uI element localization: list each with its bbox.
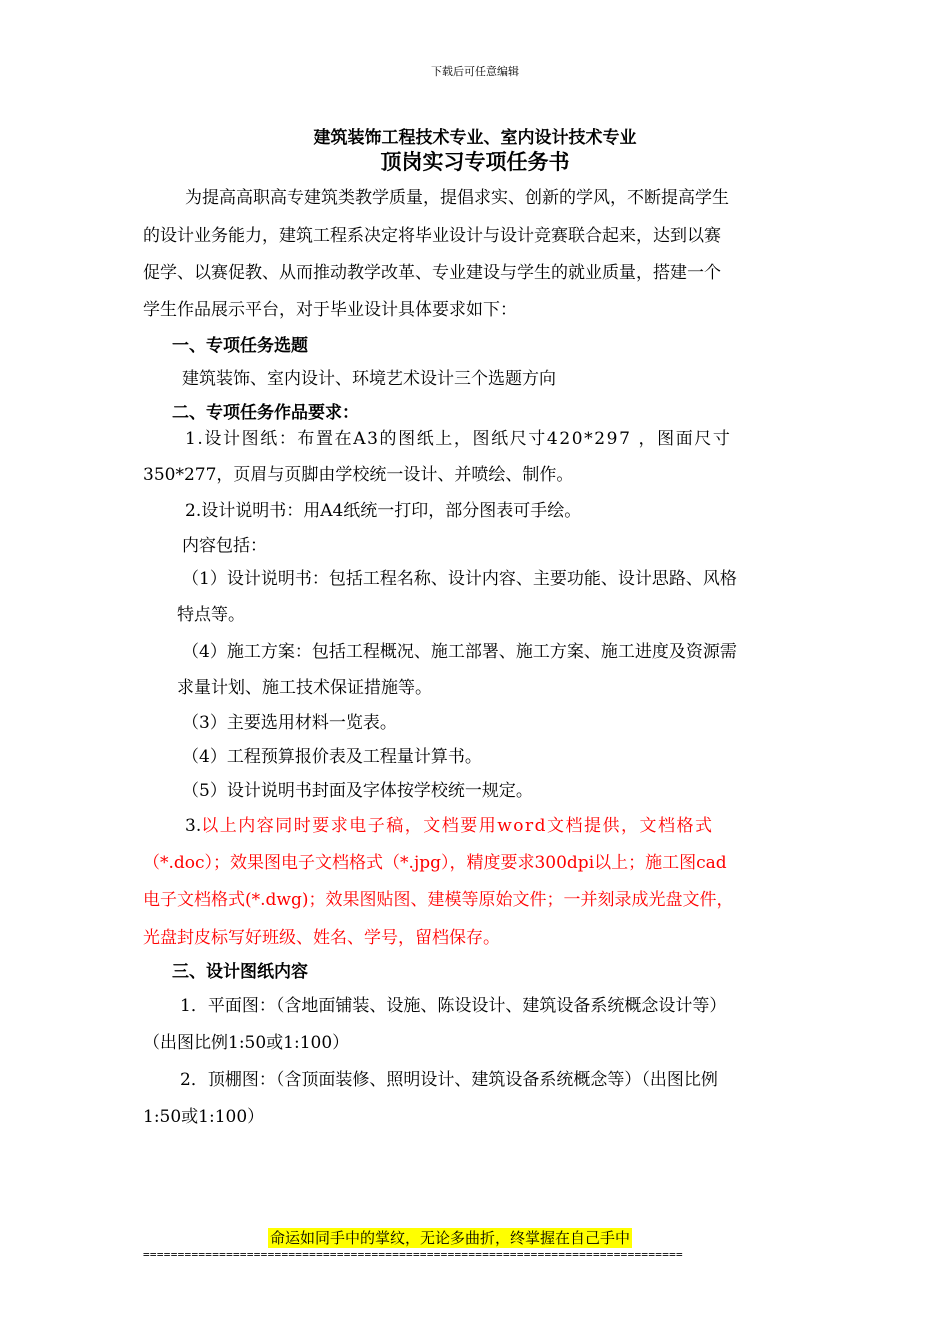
sub-item-1-line1: （1）设计说明书：包括工程名称、设计内容、主要功能、设计思路、风格 (182, 569, 737, 589)
section3-item2-line1: 2．顶棚图：（含顶面装修、照明设计、建筑设备系统概念等）（出图比例 (180, 1070, 718, 1090)
section3-heading: 三、设计图纸内容 (172, 962, 308, 982)
item3-text-line3: 电子文档格式(*.dwg)；效果图贴图、建模等原始文件；一并刻录成光盘文件， (143, 890, 734, 910)
section2-heading: 二、专项任务作品要求： (172, 403, 359, 423)
section3-item1-line1: 1．平面图：（含地面铺装、设施、陈设设计、建筑设备系统概念设计等） (180, 996, 727, 1016)
sub-item-4: （4）工程预算报价表及工程量计算书。 (182, 747, 482, 767)
document-title-line2: 顶岗实习专项任务书 (380, 150, 570, 174)
item3-text-line2: （*.doc）；效果图电子文档格式（*.jpg），精度要求300dpi以上；施工图cad (143, 853, 727, 873)
sub-item-3: （3）主要选用材料一览表。 (182, 713, 397, 733)
item3-text-line4: 光盘封皮标写好班级、姓名、学号，留档保存。 (143, 928, 500, 948)
section2-item2: 2.设计说明书：用A4纸统一打印，部分图表可手绘。 (185, 501, 582, 521)
footer-rule: ============================================================================== (143, 1248, 683, 1261)
sub-item-2-line1: （4）施工方案：包括工程概况、施工部署、施工方案、施工进度及资源需 (182, 642, 737, 662)
sub-item-2-line2: 求量计划、施工技术保证措施等。 (177, 678, 432, 698)
document-title-line1: 建筑装饰工程技术专业、室内设计技术专业 (313, 128, 637, 148)
intro-line-1: 为提高高职高专建筑类教学质量，提倡求实、创新的学风，不断提高学生 (185, 188, 729, 208)
section2-item3-line1 (185, 814, 714, 838)
item3-text-line1: 以上内容同时要求电子稿，文档要用word文档提供，文档格式 (201, 816, 714, 836)
item3-number: 3. (185, 816, 202, 836)
section2-item1-line2: 350*277，页眉与页脚由学校统一设计、并喷绘、制作。 (143, 465, 574, 485)
section3-item1-line2: （出图比例1:50或1:100） (143, 1033, 350, 1053)
sub-item-5: （5）设计说明书封面及字体按学校统一规定。 (182, 781, 533, 801)
contents-label: 内容包括： (182, 536, 267, 556)
sub-item-1-line2: 特点等。 (177, 605, 245, 625)
intro-line-4: 学生作品展示平台，对于毕业设计具体要求如下： (143, 300, 517, 320)
intro-line-2: 的设计业务能力，建筑工程系决定将毕业设计与设计竞赛联合起来，达到以赛 (143, 226, 721, 246)
section3-item2-line2: 1:50或1:100） (143, 1107, 265, 1127)
section1-heading: 一、专项任务选题 (172, 336, 308, 356)
intro-line-3: 促学、以赛促教、从而推动教学改革、专业建设与学生的就业质量，搭建一个 (143, 263, 721, 283)
section2-item1-line1: 1.设计图纸：布置在A3的图纸上，图纸尺寸420*297 ，图面尺寸 (185, 429, 732, 449)
footer-motto: 命运如同手中的掌纹，无论多曲折，终掌握在自己手中 (270, 1229, 631, 1247)
section1-body: 建筑装饰、室内设计、环境艺术设计三个选题方向 (182, 369, 556, 389)
page-header: 下载后可任意编辑 (431, 65, 519, 78)
